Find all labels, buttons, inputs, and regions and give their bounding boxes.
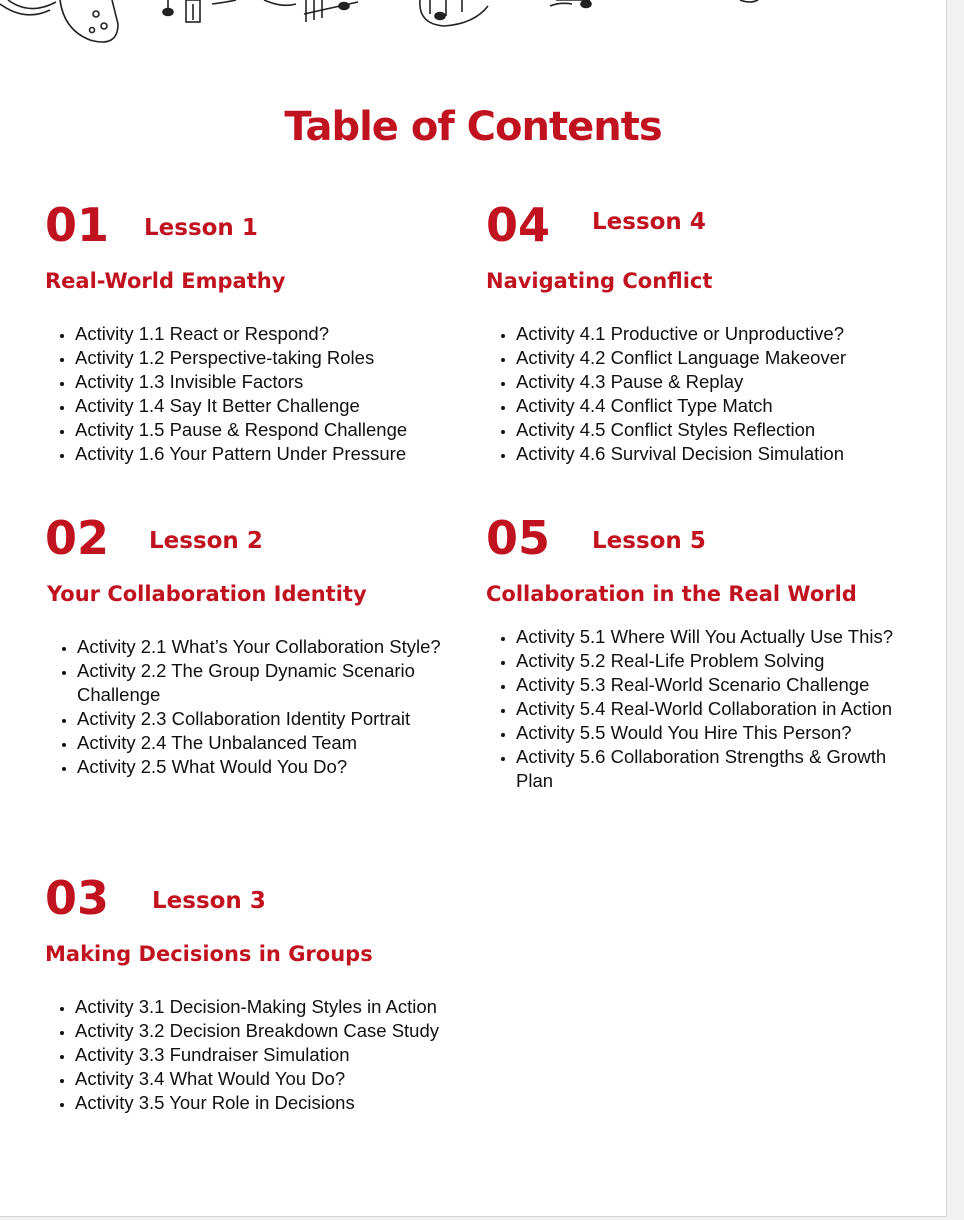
list-item: • Activity 1.6 Your Pattern Under Pressure bbox=[75, 442, 407, 466]
lesson-4-section bbox=[486, 198, 926, 464]
activity-list bbox=[47, 635, 467, 779]
list-item: • Activity 2.1 What’s Your Collaboration Style? bbox=[77, 635, 467, 659]
list-item: • Activity 2.5 What Would You Do? bbox=[77, 755, 467, 779]
list-item: • Activity 5.4 Real-World Collaboration in Action bbox=[516, 697, 916, 721]
list-item: • Activity 2.3 Collaboration Identity Portrait bbox=[77, 707, 467, 731]
lesson-1-section bbox=[45, 198, 485, 464]
lesson-3-section bbox=[45, 871, 485, 1113]
lesson-label: Lesson 2 bbox=[149, 528, 263, 554]
list-item: • Activity 4.1 Productive or Unproductive? bbox=[516, 322, 846, 346]
list-item: • Activity 5.1 Where Will You Actually Use This? bbox=[516, 625, 916, 649]
music-doodles-icon bbox=[0, 0, 946, 50]
list-item: • Activity 5.6 Collaboration Strengths & Growth Plan bbox=[516, 745, 916, 793]
list-item: • Activity 1.5 Pause & Respond Challenge bbox=[75, 418, 407, 442]
list-item: • Activity 5.5 Would You Hire This Person? bbox=[516, 721, 916, 745]
lesson-title: Real-World Empathy bbox=[45, 269, 286, 293]
lesson-label: Lesson 4 bbox=[592, 209, 706, 235]
lesson-number: 03 bbox=[45, 871, 110, 925]
list-item: • Activity 1.2 Perspective-taking Roles bbox=[75, 346, 407, 370]
list-item: • Activity 4.6 Survival Decision Simulation bbox=[516, 442, 846, 466]
lesson-title: Navigating Conflict bbox=[486, 269, 713, 293]
list-item: • Activity 2.4 The Unbalanced Team bbox=[77, 731, 467, 755]
list-item: • Activity 5.2 Real-Life Problem Solving bbox=[516, 649, 916, 673]
lesson-label: Lesson 3 bbox=[152, 888, 266, 914]
lesson-number: 04 bbox=[486, 198, 551, 252]
list-item: • Activity 4.3 Pause & Replay bbox=[516, 370, 846, 394]
lesson-2-section bbox=[45, 511, 485, 777]
activity-list bbox=[45, 322, 407, 466]
activity-list bbox=[45, 995, 439, 1115]
activity-list bbox=[486, 322, 846, 466]
lesson-title: Making Decisions in Groups bbox=[45, 942, 373, 966]
list-item: • Activity 5.3 Real-World Scenario Challenge bbox=[516, 673, 916, 697]
list-item: • Activity 4.2 Conflict Language Makeover bbox=[516, 346, 846, 370]
lesson-label: Lesson 5 bbox=[592, 528, 706, 554]
page-title: Table of Contents bbox=[284, 104, 662, 150]
list-item: • Activity 3.1 Decision-Making Styles in Action bbox=[75, 995, 439, 1019]
list-item: • Activity 1.3 Invisible Factors bbox=[75, 370, 407, 394]
list-item: • Activity 1.1 React or Respond? bbox=[75, 322, 407, 346]
activity-list bbox=[486, 625, 916, 793]
list-item: • Activity 1.4 Say It Better Challenge bbox=[75, 394, 407, 418]
list-item: • Activity 4.5 Conflict Styles Reflection bbox=[516, 418, 846, 442]
lesson-title: Collaboration in the Real World bbox=[486, 582, 857, 606]
list-item: • Activity 3.4 What Would You Do? bbox=[75, 1067, 439, 1091]
lesson-title: Your Collaboration Identity bbox=[47, 582, 367, 606]
lesson-number: 02 bbox=[45, 511, 110, 565]
lesson-label: Lesson 1 bbox=[144, 215, 258, 241]
list-item: • Activity 3.2 Decision Breakdown Case Study bbox=[75, 1019, 439, 1043]
list-item: • Activity 4.4 Conflict Type Match bbox=[516, 394, 846, 418]
list-item: • Activity 3.5 Your Role in Decisions bbox=[75, 1091, 439, 1115]
list-item: • Activity 3.3 Fundraiser Simulation bbox=[75, 1043, 439, 1067]
lesson-5-section bbox=[486, 511, 926, 791]
lesson-number: 05 bbox=[486, 511, 551, 565]
lesson-number: 01 bbox=[45, 198, 110, 252]
list-item: • Activity 2.2 The Group Dynamic Scenario Challenge bbox=[77, 659, 467, 707]
